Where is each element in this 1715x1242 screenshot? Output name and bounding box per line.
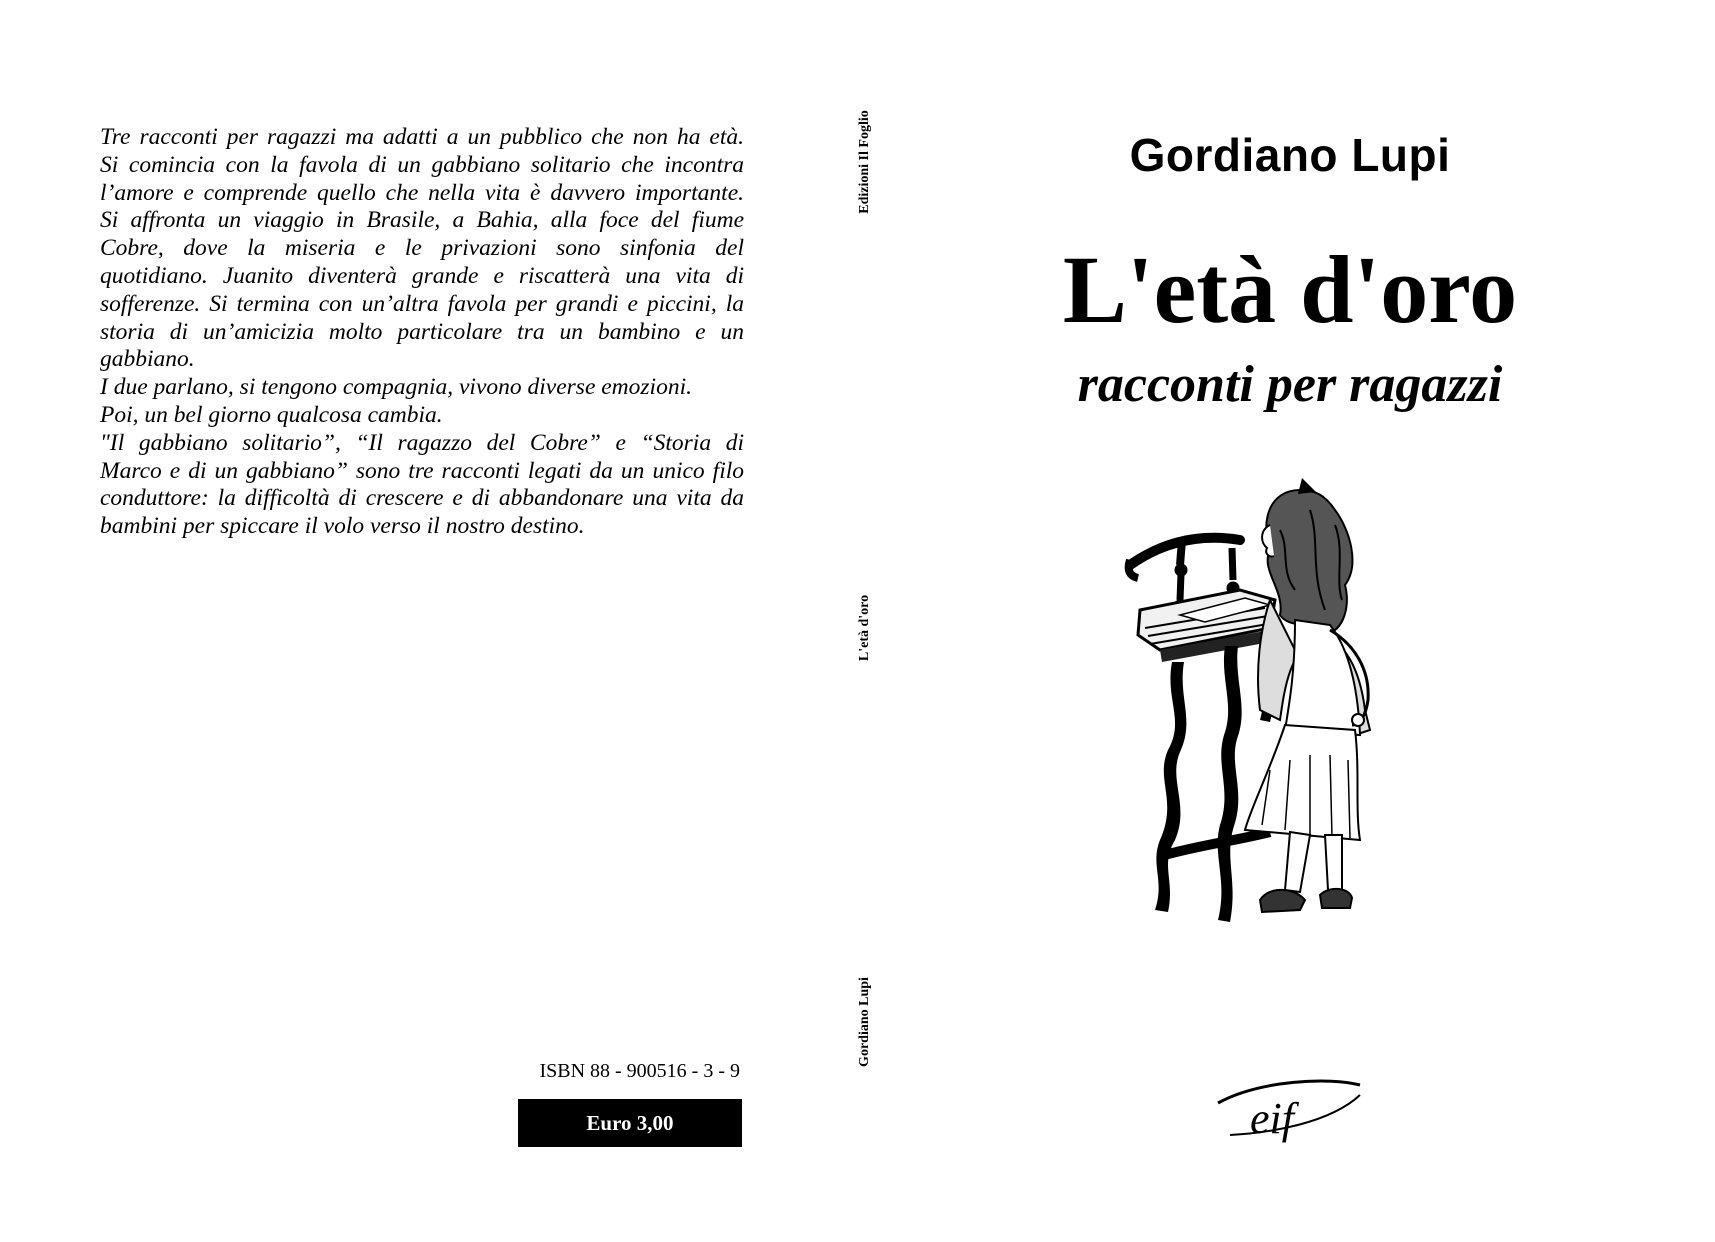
- blurb-line: conduttore: la difficoltà di crescere e di abbandonare una vita da: [100, 485, 744, 512]
- isbn-label: ISBN 88 - 900516 - 3 - 9: [539, 1060, 740, 1082]
- cover-title: L'età d'oro: [1062, 236, 1518, 343]
- girl-reading-book-illustration: [1120, 470, 1440, 1010]
- blurb-line: Tre racconti per ragazzi ma adatti a un pubblico che non ha età.: [100, 124, 744, 150]
- blurb-line: Si affronta un viaggio in Brasile, a Bahia, alla foce del fiume: [100, 207, 744, 234]
- blurb-line: "Il gabbiano solitario”, “Il ragazzo del Cobre” e “Storia di: [100, 429, 744, 456]
- blurb-line: I due parlano, si tengono compagnia, vivono diverse emozioni.: [100, 374, 692, 401]
- blurb-line: quotidiano. Juanito diventerà grande e riscatterà una vita di: [100, 262, 744, 289]
- blurb-line: sofferenze. Si termina con un’altra favola per grandi e piccini, la: [100, 290, 744, 317]
- price-label: Euro 3,00: [586, 1110, 674, 1135]
- back-cover-blurb: [100, 124, 744, 541]
- cover-author: Gordiano Lupi: [1129, 129, 1451, 181]
- cover-subtitle: racconti per ragazzi: [1077, 356, 1503, 413]
- price-badge: [518, 1099, 742, 1147]
- blurb-line: Cobre, dove la miseria e le privazioni sono sinfonia del: [100, 235, 744, 262]
- blurb-line: gabbiano.: [100, 346, 195, 373]
- logo-text: eif: [1250, 1094, 1294, 1143]
- blurb-line: l’amore e comprende quello che nella vita è davvero importante.: [100, 179, 744, 206]
- blurb-line: Poi, un bel giorno qualcosa cambia.: [100, 401, 443, 428]
- blurb-line: bambini per spiccare il volo verso il nostro destino.: [100, 513, 585, 540]
- publisher-logo: [1210, 1075, 1370, 1150]
- blurb-line: Si comincia con la favola di un gabbiano solitario che incontra: [100, 151, 744, 178]
- blurb-line: storia di un’amicizia molto particolare tra un bambino e un: [100, 318, 744, 345]
- blurb-line: Marco e di un gabbiano” sono tre racconti legati da un unico filo: [100, 457, 744, 484]
